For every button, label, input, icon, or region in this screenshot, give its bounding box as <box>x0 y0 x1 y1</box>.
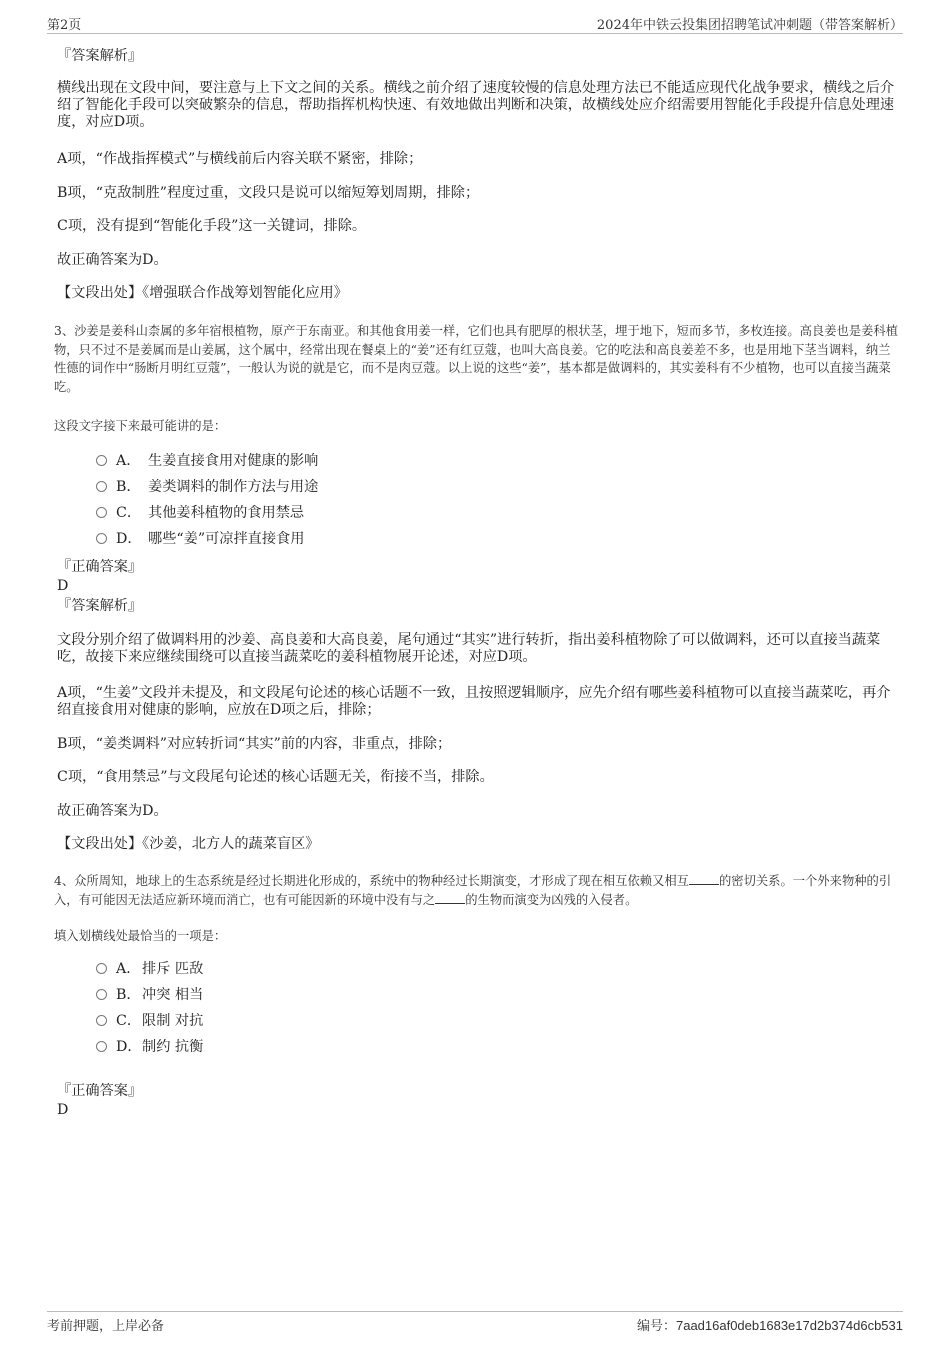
radio-icon[interactable] <box>96 481 107 492</box>
q3-answer-label: 『正确答案』 <box>57 559 143 575</box>
radio-icon[interactable] <box>96 963 107 974</box>
q2-analysis-para: 横线出现在文段中间，要注意与上下文之间的关系。横线之前介绍了速度较慢的信息处理方法已不能适应现代化战争要求，横线之后介绍了智能化手段可以突破繁杂的信息，帮助指挥机构快速、有效地做出判断和决策，故横线处应介绍需要用智能化手段提升信息处理速度，对应D项。 <box>57 80 895 130</box>
q2-analysis-b: B项，“克敌制胜”程度过重，文段只是说可以缩短筹划周期，排除； <box>57 185 480 201</box>
q4-option-d[interactable]: D．制约 抗衡 <box>96 1037 203 1057</box>
radio-icon[interactable] <box>96 455 107 466</box>
q4-answer-label: 『正确答案』 <box>57 1083 143 1099</box>
blank-line-2 <box>435 891 465 904</box>
q3-option-b[interactable]: B． 姜类调料的制作方法与用途 <box>96 477 318 497</box>
q3-conclusion: 故正确答案为D。 <box>57 803 168 819</box>
q4-option-b[interactable]: B．冲突 相当 <box>96 985 203 1005</box>
q4-option-c[interactable]: C．限制 对抗 <box>96 1011 203 1031</box>
q3-analysis-label: 『答案解析』 <box>57 598 143 614</box>
q4-option-a[interactable]: A． 排斥 匹敌 <box>96 959 203 979</box>
q4-question: 填入划横线处最恰当的一项是： <box>54 929 227 943</box>
radio-icon[interactable] <box>96 1015 107 1026</box>
q4-stem: 4、众所周知，地球上的生态系统是经过长期进化形成的，系统中的物种经过长期演变，才形成了现在相互依赖又相互 的密切关系。一个外来物种的引入，有可能因无法适应新环境而消亡，也有可能因新的环境中没有与之 的生物而演变为凶残的入侵者。 <box>54 874 892 907</box>
page-footer <box>47 1311 903 1332</box>
blank-line-1 <box>689 872 719 885</box>
q2-source: 【文段出处】《增强联合作战筹划智能化应用》 <box>57 285 348 301</box>
q3-analysis-a: A项，“生姜”文段并未提及，和文段尾句论述的核心话题不一致，且按照逻辑顺序，应先介绍有哪些姜科植物可以直接当蔬菜吃，再介绍直接食用对健康的影响，应放在D项之后，排除； <box>57 685 891 718</box>
q3-question: 这段文字接下来最可能讲的是： <box>54 419 227 433</box>
q3-source: 【文段出处】《沙姜，北方人的蔬菜盲区》 <box>57 836 320 852</box>
q3-answer: D <box>57 578 69 594</box>
page-header <box>47 14 903 34</box>
q3-option-c[interactable]: C． 其他姜科植物的食用禁忌 <box>96 503 304 523</box>
q3-stem: 3、沙姜是姜科山柰属的多年宿根植物，原产于东南亚。和其他食用姜一样，它们也具有肥厚的根状茎，埋于地下，短而多节，多枚连接。高良姜也是姜科植物，只不过不是姜属而是山姜属，这个属中，经常出现在餐桌上的“姜”还有红豆蔻，也叫大高良姜。它的吃法和高良姜差不多，也是用地下茎当调料，纳兰性德的词作中“肠断月明红豆蔻”，一般认为说的就是它，而不是肉豆蔻。以上说的这些“姜”，基本都是做调料的，其实姜科有不少植物，也可以直接当蔬菜吃。 <box>54 324 899 394</box>
radio-icon[interactable] <box>96 989 107 1000</box>
radio-icon[interactable] <box>96 507 107 518</box>
radio-icon[interactable] <box>96 1041 107 1052</box>
footer-slogan: 考前押题，上岸必备 <box>47 1319 165 1334</box>
q3-option-a[interactable]: A． 生姜直接食用对健康的影响 <box>96 451 318 471</box>
q2-conclusion: 故正确答案为D。 <box>57 252 168 268</box>
q3-analysis-c: C项，“食用禁忌”与文段尾句论述的核心话题无关，衔接不当，排除。 <box>57 769 494 785</box>
radio-icon[interactable] <box>96 533 107 544</box>
q2-analysis-a: A项，“作战指挥模式”与横线前后内容关联不紧密，排除； <box>57 151 423 167</box>
q2-analysis-c: C项，没有提到“智能化手段”这一关键词，排除。 <box>57 218 367 234</box>
document-title: 2024年中铁云投集团招聘笔试冲刺题（带答案解析） <box>596 18 903 33</box>
q2-analysis-label: 『答案解析』 <box>57 48 143 64</box>
q3-analysis-para: 文段分别介绍了做调料用的沙姜、高良姜和大高良姜，尾句通过“其实”进行转折，指出姜科植物除了可以做调料，还可以直接当蔬菜吃，故接下来应继续围绕可以直接当蔬菜吃的姜科植物展开论述，对应D项。 <box>57 632 881 665</box>
q3-option-d[interactable]: D． 哪些“姜”可凉拌直接食用 <box>96 529 304 549</box>
footer-code: 编号：7aad16af0deb1683e17d2b374d6cb531 <box>636 1318 903 1334</box>
q4-answer: D <box>57 1102 69 1118</box>
page-number: 第2页 <box>47 18 82 33</box>
q3-analysis-b: B项，“姜类调料”对应转折词“其实”前的内容，非重点，排除； <box>57 736 452 752</box>
